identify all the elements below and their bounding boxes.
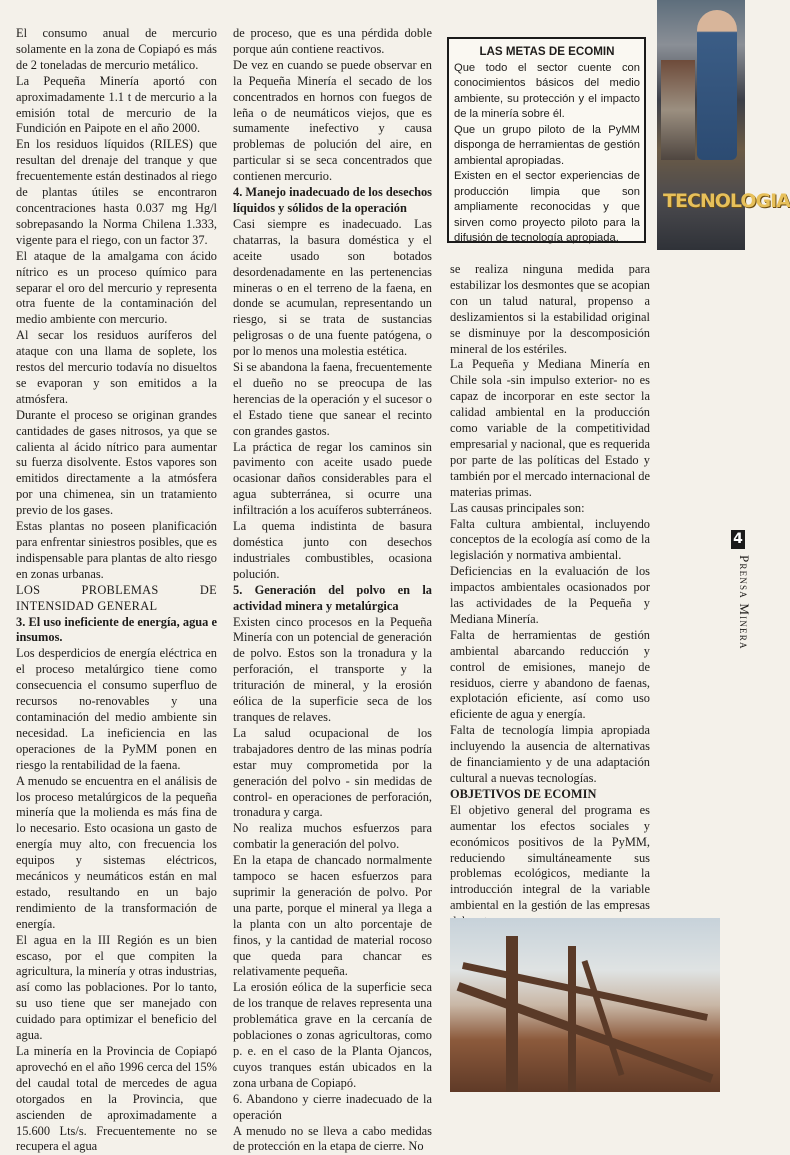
goal-item: Existen en el sector experiencias de producción limpia que son ampliamente reconocidas y que sirven como proyecto piloto para la difusión de tecnología apropiada. <box>454 170 640 244</box>
paragraph: El consumo anual de mercurio solamente en la zona de Copiapó es más de 2 toneladas de mercurio metálico. <box>16 26 217 72</box>
paragraph: Durante el proceso se originan grandes cantidades de gases nitrosos, ya que se calienta al ácido nítrico para aumentar su fuerza disolvente. Estos vapores son emitidos directamente a la atmósfera por una chimenea, sin un tratamiento previo de los gases. <box>16 407 217 518</box>
abandoned-structure-photo <box>450 918 720 1092</box>
goal-item: Que todo el sector cuente con conocimientos básicos del medio ambiente, su protección y el impacto de la minería sobre él. <box>454 61 640 120</box>
paragraph: En los residuos líquidos (RILES) que resultan del drenaje del tranque y que frecuentemente están destinados al riego de plantas útiles se encontraron concentraciones hasta 0.037 mg Hg/l sobrepasando la Norma Chilena 1.333, vigente para el riego, con un factor 37. <box>16 137 217 247</box>
paragraph: Las causas principales son: <box>450 500 585 515</box>
section-heading: 4. Manejo inadecuado de los desechos líquidos y sólidos de la operación <box>233 185 432 215</box>
goals-box <box>447 37 646 243</box>
paragraph: Existen cinco procesos en la Pequeña Minería con un potencial de generación de polvo. Estos son la tronadura y la perforación, el transporte y la trituración de mineral, y la erosión eólica de la superficie seca de los tranques de relaves. <box>233 614 432 724</box>
paragraph: Falta de tecnología limpia apropiada incluyendo la ausencia de alternativas de financiamiento y de una adaptación cultural a nuevas tecnologías. <box>450 723 650 785</box>
section-heading: 5. Generación del polvo en la actividad minera y metalúrgica <box>233 582 432 613</box>
paragraph: se realiza ninguna medida para estabilizar los desmontes que se acopian con un talud natural, propenso a deslizamientos si la estabilidad original se disminuye por la descomposición mineral de los estériles. <box>450 262 650 356</box>
machine-image <box>661 60 695 160</box>
paragraph: La práctica de regar los caminos sin pavimento con aceite usado puede ocasionar daños considerables para el agua subterránea, si ocurre una infiltración a los acuíferos subterráneos. La quema indistinta de basura doméstica junto con desechos industriales combustibles, ocasiona polución. <box>233 439 432 581</box>
text-column-2 <box>233 26 432 1155</box>
paragraph: Falta de herramientas de gestión ambiental abarcando reducción y control de emisiones, manejo de residuos, cierre y abandono de faenas, explotación eficiente, así como uso eficiente de agua y energía. <box>450 627 650 722</box>
section-title: LOS PROBLEMAS DE INTENSIDAD GENERAL <box>16 582 217 613</box>
photo-beam <box>582 960 625 1076</box>
paragraph: El agua en la III Región es un bien escaso, por el que compiten la agricultura, la minería y otras industrias, así como las poblaciones. Por lo tanto, su uso tiene que ser manejado con cuidado para optimizar el beneficio del agua. <box>16 932 217 1043</box>
page-number: 4 <box>731 530 745 549</box>
photo-beam <box>457 982 714 1083</box>
paragraph: de proceso, que es una pérdida doble porque aún contiene reactivos. <box>233 26 432 56</box>
photo-beam <box>568 946 576 1092</box>
text-column-1 <box>16 26 217 1155</box>
paragraph: La Pequeña Minería aportó con aproximadamente 1.1 t de mercurio a la emisión total de mercurio de la Fundición en Paipote en el año 2000. <box>16 73 217 136</box>
paragraph: Al secar los residuos auríferos del ataque con una llama de soplete, los restos del mercurio todavía no disueltos se evaporan y son emitidos a la atmósfera. <box>16 328 217 406</box>
paragraph: Estas plantas no poseen planificación para enfrentar siniestros posibles, que es indispensable para plantas de alto riesgo en zonas urbanas. <box>16 519 217 581</box>
paragraph: A menudo no se lleva a cabo medidas de protección en la etapa de cierre. No <box>233 1123 432 1154</box>
text-column-3 <box>450 262 650 930</box>
photo-beam <box>506 936 518 1092</box>
worker-photo <box>657 0 745 250</box>
paragraph: Deficiencias en la evaluación de los impactos ambientales ocasionados por las actividades de la Pequeña y Mediana Minería. <box>450 564 650 626</box>
paragraph: El ataque de la amalgama con ácido nítrico es un proceso químico para separar el oro del mercurio y representa otra fuente de la contaminación del medio ambiente con mercurio. <box>16 248 217 327</box>
worker-figure <box>697 10 737 160</box>
paragraph: El objetivo general del programa es aumentar los efectos sociales y económicos positivos de la PyMM, reduciendo simultáneamente sus problemas ecológicos, mediante la introducción integral de la variable ambiental en la gestión de las empresas <box>450 802 650 913</box>
section-heading: OBJETIVOS DE ECOMIN <box>450 786 597 801</box>
section-heading: 3. El uso ineficiente de energía, agua e insumos. <box>16 614 217 645</box>
paragraph: A menudo se encuentra en el análisis de los proceso metalúrgicos de la pequeña minería que la molienda es más fina de lo necesario. Esto ocasiona un gasto de energía muy alto, con frecuencia los equipos y sistemas eléctricos, mecánicos y neumáticos están en mal estado, resultando en un bajo rendimiento de la transformación de energía. <box>16 773 217 931</box>
section-label: TECNOLOGIA <box>663 190 790 212</box>
paragraph: La salud ocupacional de los trabajadores dentro de las minas podría estar muy comprometida por la generación del polvo - sin medidas de control- en operaciones de perforación, tronadura y carga. <box>233 725 432 820</box>
paragraph: La Pequeña y Mediana Minería en Chile sola -sin impulso exterior- no es capaz de incorporar en este sector la calidad ambiental en la producción como variable de la competitividad empresarial y nacional, que es requerida por parte de las políticas del Estado y también por el mercado internacional de materias primas. <box>450 357 650 499</box>
paragraph: De vez en cuando se puede observar en la Pequeña Minería el secado de los concentrados en hornos con fuegos de leña o de neumáticos viejos, que es sumamente inefectivo y causa problemas de polución del aire, en particular si se seca concentrados que contienen mercurio. <box>233 57 432 184</box>
paragraph: En la etapa de chancado normalmente tampoco se hacen esfuerzos para suprimir la generación de polvo. Por una parte, porque el mineral ya llega a la planta con un alto porcentaje de finos, y la cantidad de material rocoso que queda para chancar es relativamente pequeña. <box>233 853 432 979</box>
paragraph: Los desperdicios de energía eléctrica en el proceso metalúrgico tiene como consecuencia el consumo superfluo de recursos no-renovables y una contaminación del medio ambiente sin necesidad. La ineficiencia en las operaciones de la PyMM ponen en riesgo la rentabilidad de la faena. <box>16 646 217 772</box>
paragraph: No realiza muchos esfuerzos para combatir la generación del polvo. <box>233 821 432 852</box>
goal-item: Que un grupo piloto de la PyMM disponga de herramientas de gestión ambiental apropiadas. <box>454 123 640 167</box>
paragraph: Falta cultura ambiental, incluyendo conceptos de la ecología así como de la legislación y normativa ambiental. <box>450 516 650 563</box>
paragraph: 6. Abandono y cierre inadecuado de la operación <box>233 1091 432 1122</box>
magazine-name: Prensa Minera <box>737 555 752 650</box>
paragraph: La minería en la Provincia de Copiapó aprovechó en el año 1996 cerca del 15% del caudal total de mercedes de agua otorgados en la Provincia, que ascienden de aproximadamente a 15.600 Lts/s. Frecuentemente no se recupera el agua <box>16 1044 217 1154</box>
goals-box-title: LAS METAS DE ECOMIN <box>479 45 615 58</box>
paragraph: Si se abandona la faena, frecuentemente el dueño no se preocupa de las herencias de la operación y el sucesor o el Estado tiene que sanear el recinto con grandes gastos. <box>233 360 432 438</box>
paragraph: Casi siempre es inadecuado. Las chatarras, la basura doméstica y el aceite usado son botados desordenadamente en las pertenencias mineras o en el terreno de la faena, en donde se acumulan, representando un riesgo, si se trata de sustancias peligrosas o de una fuente patógena, o por lo menos una molestia estética. <box>233 216 432 359</box>
paragraph: La erosión eólica de la superficie seca de los tranque de relaves representa una problemática grave en la cercanía de poblaciones o zonas agricultoras, como p. e. en el caso de la Planta Ojancos, cuyos tranques están ubicados en la zona urbana de Copiapó. <box>233 980 432 1090</box>
